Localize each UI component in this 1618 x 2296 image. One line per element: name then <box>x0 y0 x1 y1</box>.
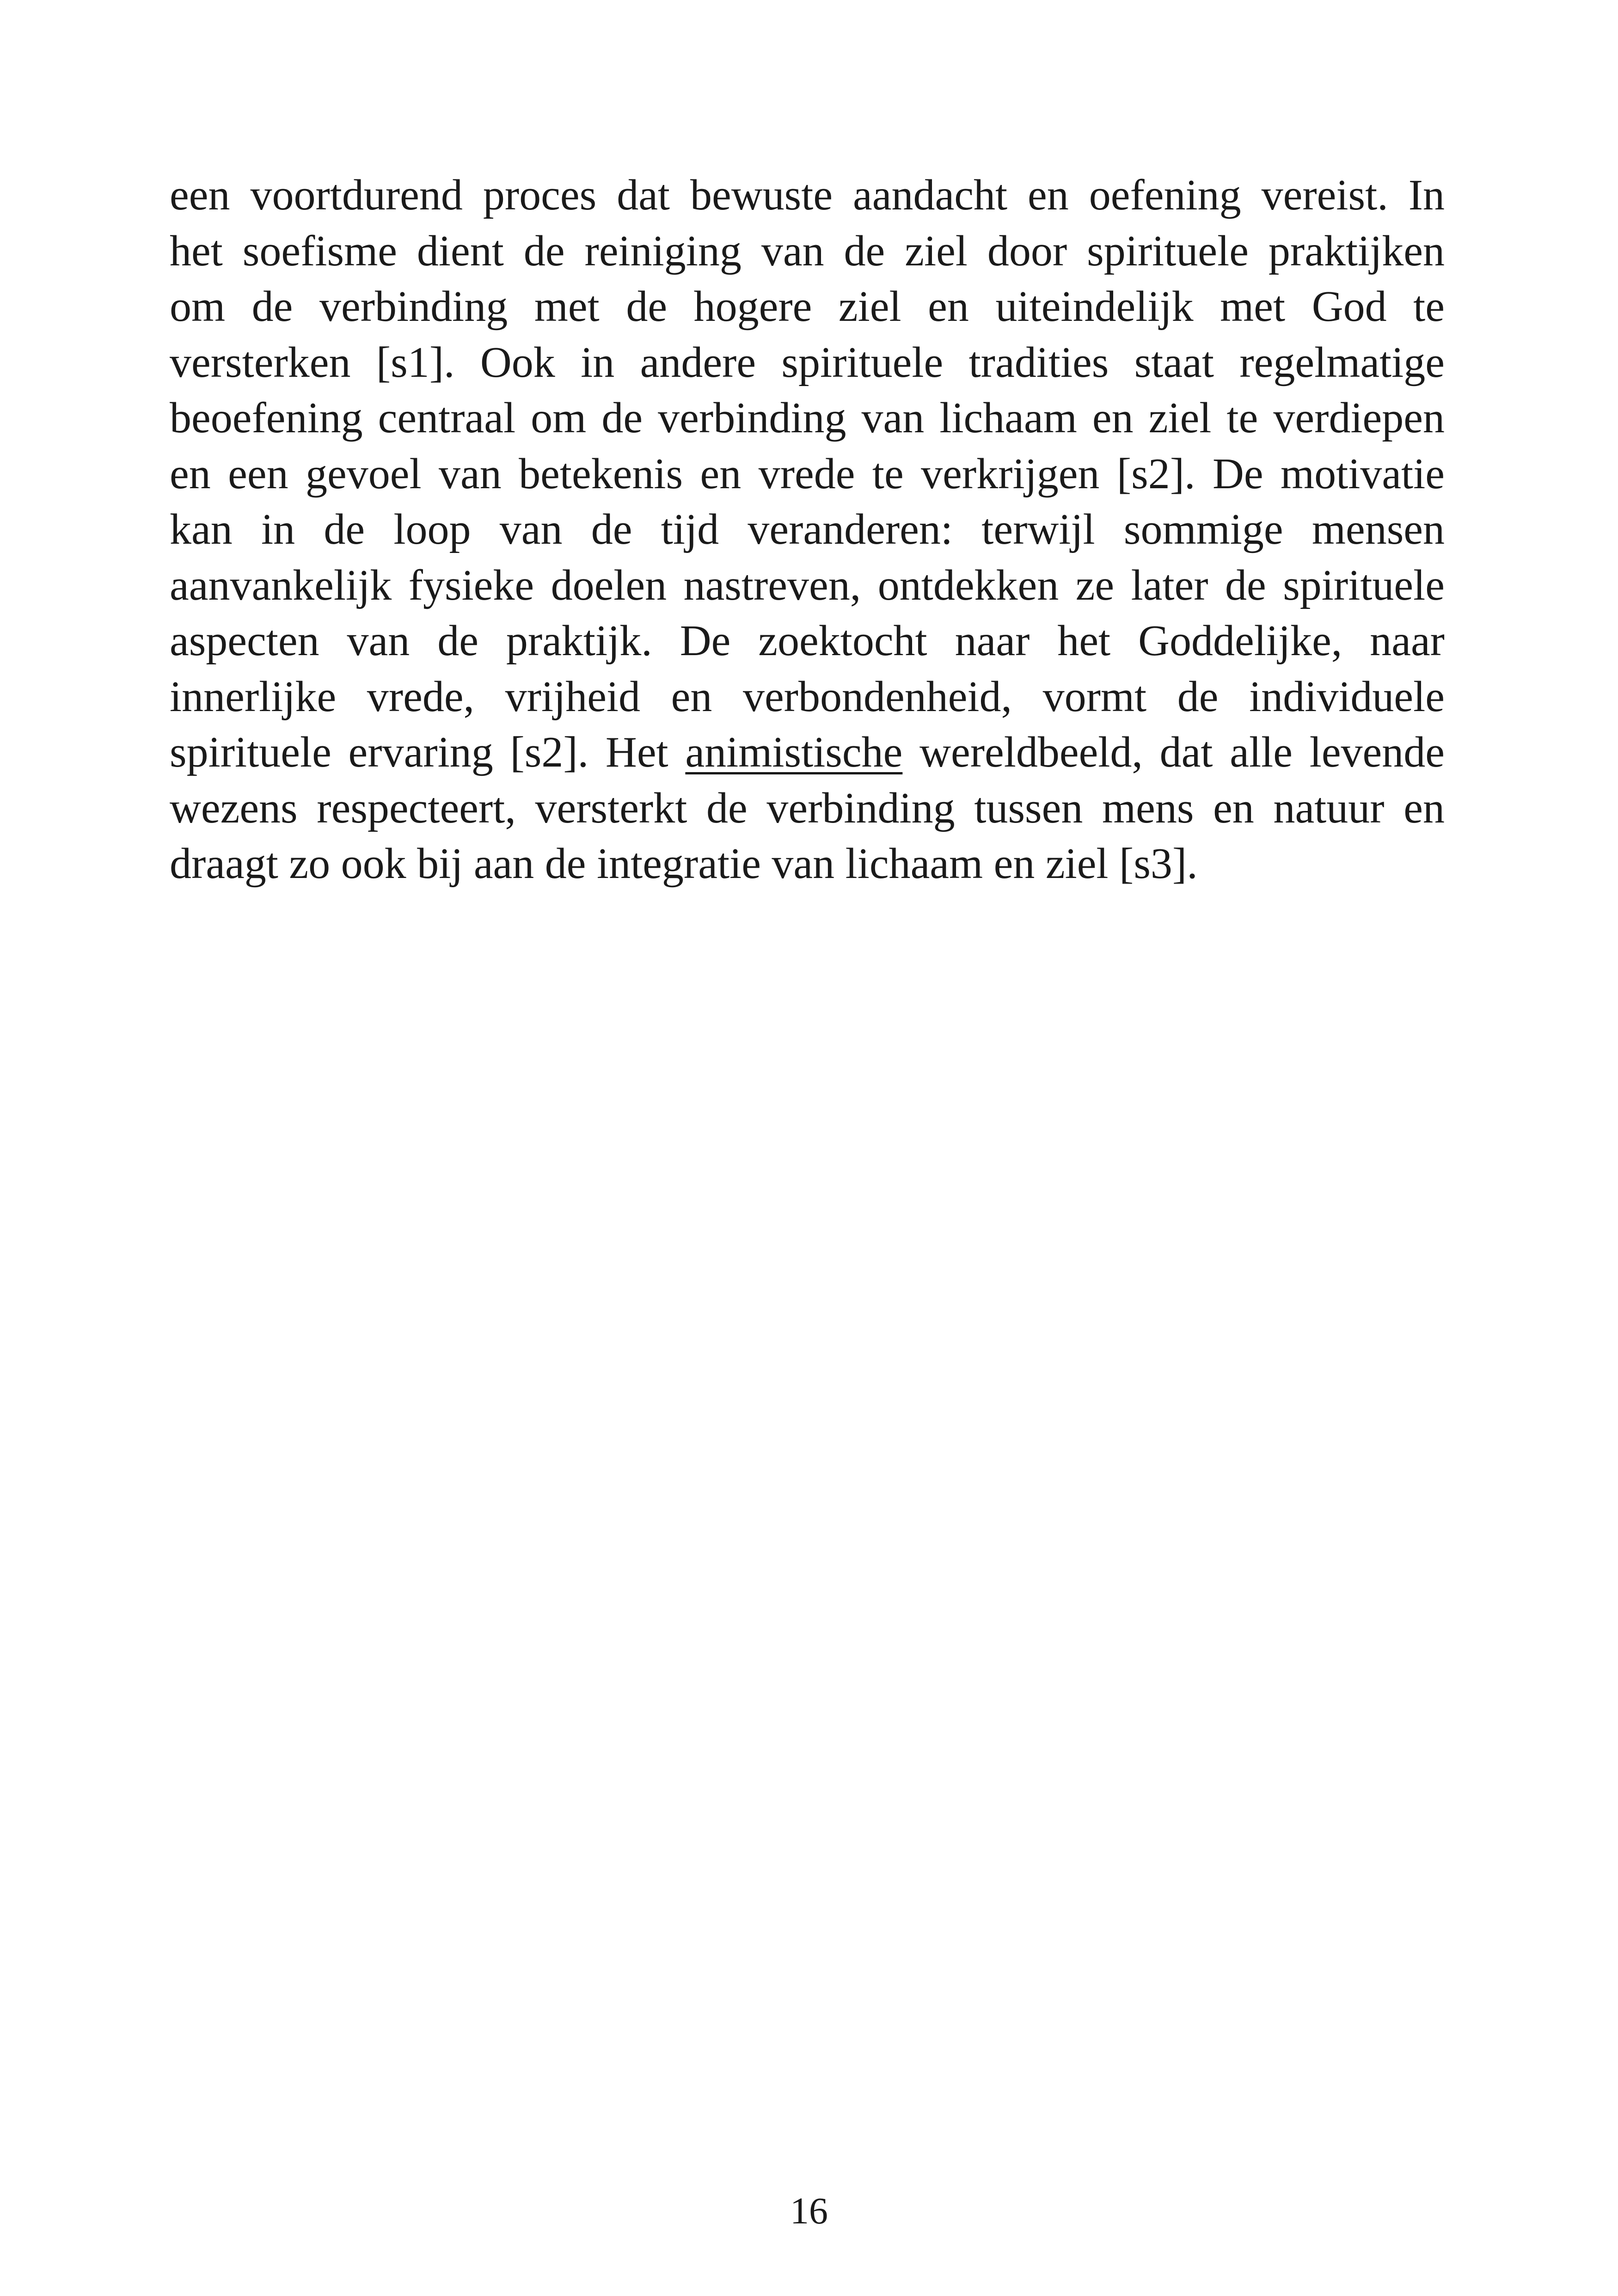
text-line: wezens respecteert, versterkt de verbinding tussen mens en natuur en <box>170 784 1445 832</box>
page-number: 16 <box>790 2190 828 2232</box>
text-line: aspecten van de praktijk. De zoektocht naar het Goddelijke, naar <box>170 617 1445 665</box>
body-paragraph <box>170 167 1445 892</box>
text-line: kan in de loop van de tijd veranderen: terwijl sommige mensen <box>170 505 1445 553</box>
text-line: het soefisme dient de reiniging van de ziel door spirituele praktijken <box>170 227 1445 275</box>
text-line: versterken [s1]. Ook in andere spirituele tradities staat regelmatige <box>170 338 1445 387</box>
text-line: om de verbinding met de hogere ziel en uiteindelijk met God te <box>170 282 1445 331</box>
text-line: beoefening centraal om de verbinding van lichaam en ziel te verdiepen <box>170 394 1445 442</box>
underlined-term: animistische <box>685 728 903 776</box>
text-line <box>170 724 1445 780</box>
text-line-last: draagt zo ook bij aan de integratie van lichaam en ziel [s3]. <box>170 840 1198 888</box>
text-line: en een gevoel van betekenis en vrede te verkrijgen [s2]. De motivatie <box>170 449 1445 498</box>
text-segment: spirituele ervaring [s2]. Het <box>170 728 686 776</box>
text-line: een voortdurend proces dat bewuste aandacht en oefening vereist. In <box>170 171 1445 219</box>
text-line: innerlijke vrede, vrijheid en verbondenheid, vormt de individuele <box>170 672 1445 721</box>
text-segment: wereldbeeld, dat alle levende <box>902 728 1445 776</box>
text-line: aanvankelijk fysieke doelen nastreven, ontdekken ze later de spirituele <box>170 561 1445 609</box>
